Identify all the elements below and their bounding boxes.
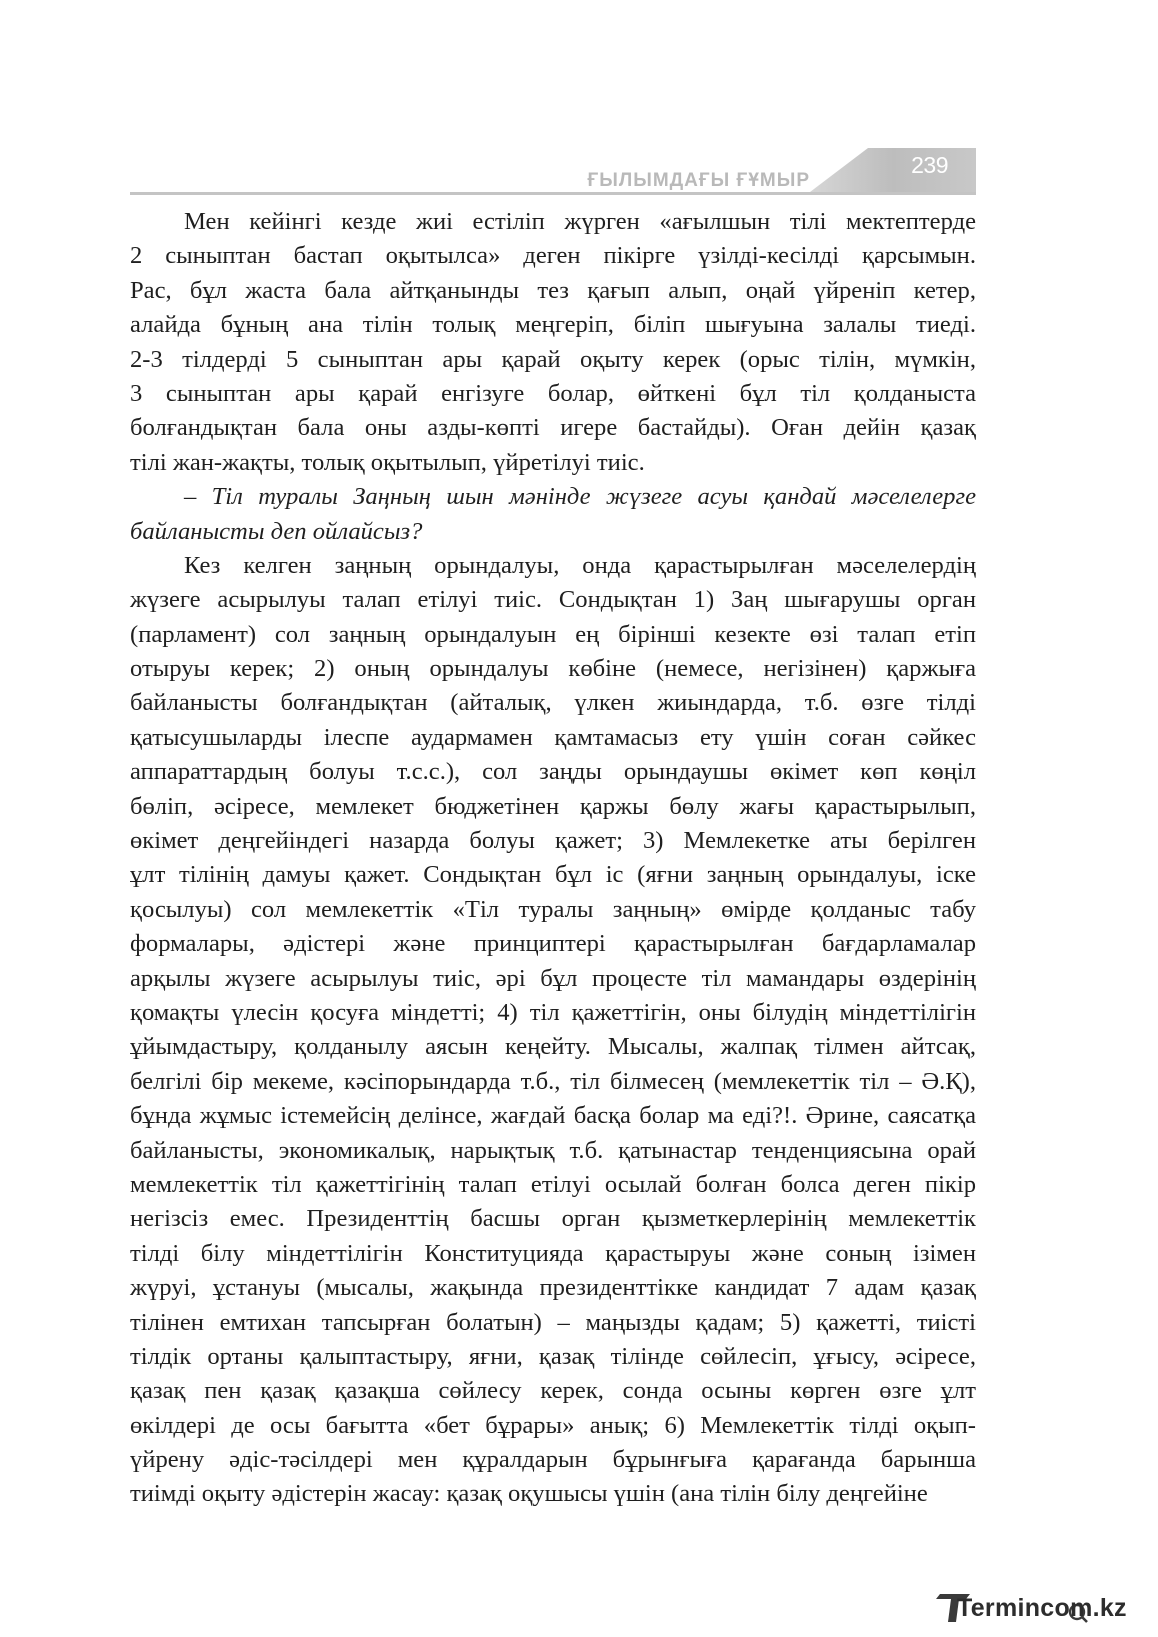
header-rule (130, 192, 976, 195)
text-line: формалары, әдістері және принциптері қарастырылған бағдарламалар (130, 930, 976, 958)
text-line: отыруы керек; 2) оның орындалуы көбіне (немесе, негізінен) қаржыға (130, 655, 976, 683)
page-number-tab (810, 148, 976, 192)
text-line: ұлт тілінің дамуы қажет. Сондықтан бұл іс (яғни заңның орындалуы, іске (130, 861, 976, 889)
text-line: белгілі бір мекеме, кәсіпорындарда т.б., тіл білмесең (мемлекеттік тіл – Ә.Қ), (130, 1067, 976, 1095)
text-line: 3 сыныптан ары қарай енгізуге болар, өйткені бұл тіл қолданыста (130, 379, 976, 407)
body-paragraph (130, 205, 976, 480)
watermark-text: Termincom.kz (957, 1594, 1127, 1622)
text-line: тілінен емтихан тапсырған болатын) – маңызды қадам; 5) қажетті, тиісті (130, 1308, 976, 1336)
text-line: қомақты үлесін қосуға міндетті; 4) тіл қажеттігін, оны білудің міндеттілігін (130, 998, 976, 1026)
text-line: тиімді оқыту әдістерін жасау: қазақ оқушысы үшін (ана тілін білу деңгейіне (130, 1480, 928, 1508)
text-line: 2-3 тілдерді 5 сыныптан ары қарай оқыту керек (орыс тілін, мүмкін, (130, 345, 976, 373)
text-line: байланысты, экономикалық, нарықтық т.б. қатынастар тенденциясына орай (130, 1136, 976, 1164)
text-line: (парламент) сол заңның орындалуын ең бірінші кезекте өзі талап етіп (130, 620, 976, 648)
text-line: арқылы жүзеге асырылуы тиіс, әрі бұл процесте тіл мамандары өздерінің (130, 964, 976, 992)
text-line: қатысушыларды ілеспе аудармамен қамтамасыз ету үшін соған сәйкес (130, 723, 976, 751)
text-line: тілдік ортаны қалыптастыру, яғни, қазақ тілінде сөйлесіп, ұғысу, әсіресе, (130, 1342, 976, 1370)
page-number: 239 (911, 152, 948, 178)
text-line: тілі жан-жақты, толық оқытылып, үйретілуі тиіс. (130, 448, 645, 476)
text-line: қазақ пен қазақ қазақша сөйлесу керек, сонда осыны көрген өзге ұлт (130, 1377, 976, 1405)
body-text (130, 205, 976, 1512)
text-line: Кез келген заңның орындалуы, онда қарастырылған мәселелердің (184, 551, 976, 579)
text-line: өкімет деңгейіндегі назарда болуы қажет; 3) Мемлекетке аты берілген (130, 827, 976, 855)
text-line: тілді білу міндеттілігін Конституцияда қарастыруы және соның ізімен (130, 1239, 976, 1267)
text-line: негізсіз емес. Президенттің басшы орган қызметкерлерінің мемлекеттік (130, 1205, 976, 1233)
text-line: жүруі, ұстануы (мысалы, жақында президенттікке кандидат 7 адам қазақ (130, 1274, 976, 1302)
body-paragraph (130, 549, 976, 1512)
text-line: бөліп, әсіресе, мемлекет бюджетінен қаржы бөлу жағы қарастырылып, (130, 792, 976, 820)
text-line: өкілдері де осы бағытта «бет бұрары» анық; 6) Мемлекеттік тілді оқып- (130, 1411, 976, 1439)
running-title: ҒЫЛЫМДАҒЫ ҒҰМЫР (587, 170, 810, 191)
text-line: қосылуы) сол мемлекеттік «Тіл туралы заңның» өмірде қолданыс табу (130, 895, 976, 923)
text-line: байланысты болғандықтан (айталық, үлкен жиындарда, т.б. өзге тілді (130, 689, 976, 717)
text-line: бұнда жұмыс істемейсің делінсе, жағдай басқа болар ма еді?!. Әрине, саясатқа (130, 1102, 976, 1130)
text-line: аппараттардың болуы т.с.с.), сол заңды орындаушы өкімет көп көңіл (130, 758, 976, 786)
text-line: болғандықтан бала оны азды-көпті игере бастайды). Оған дейін қазақ (130, 414, 976, 442)
text-line: 2 сыныптан бастап оқытылса» деген пікірге үзілді-кесілді қарсымын. (130, 242, 976, 270)
text-line: – Тіл туралы Заңның шын мәнінде жүзеге асуы қандай мәселелерге (184, 483, 976, 511)
watermark-logo (936, 1590, 1148, 1628)
running-header (130, 148, 976, 196)
text-line: ұйымдастыру, қолданылу аясын кеңейту. Мысалы, жалпақ тілмен айтсақ, (130, 1033, 976, 1061)
text-line: Мен кейінгі кезде жиі естіліп жүрген «ағылшын тілі мектептерде (184, 208, 976, 235)
text-line: байланысты деп ойлайсыз? (130, 517, 423, 545)
italic-question-paragraph (130, 480, 976, 549)
text-line: жүзеге асырылуы талап етілуі тиіс. Сондықтан 1) Заң шығарушы орган (130, 586, 976, 614)
text-line: Рас, бұл жаста бала айтқанынды тез қағып алып, оңай үйреніп кетер, (130, 276, 976, 304)
text-line: алайда бұның ана тілін толық меңгеріп, біліп шығуына залалы тиеді. (130, 311, 976, 339)
text-line: үйрену әдіс-тәсілдері мен құралдарын бұрынғыға қарағанда барынша (130, 1446, 976, 1474)
text-line: мемлекеттік тіл қажеттігінің талап етілуі осылай болған болса деген пікір (130, 1170, 976, 1198)
